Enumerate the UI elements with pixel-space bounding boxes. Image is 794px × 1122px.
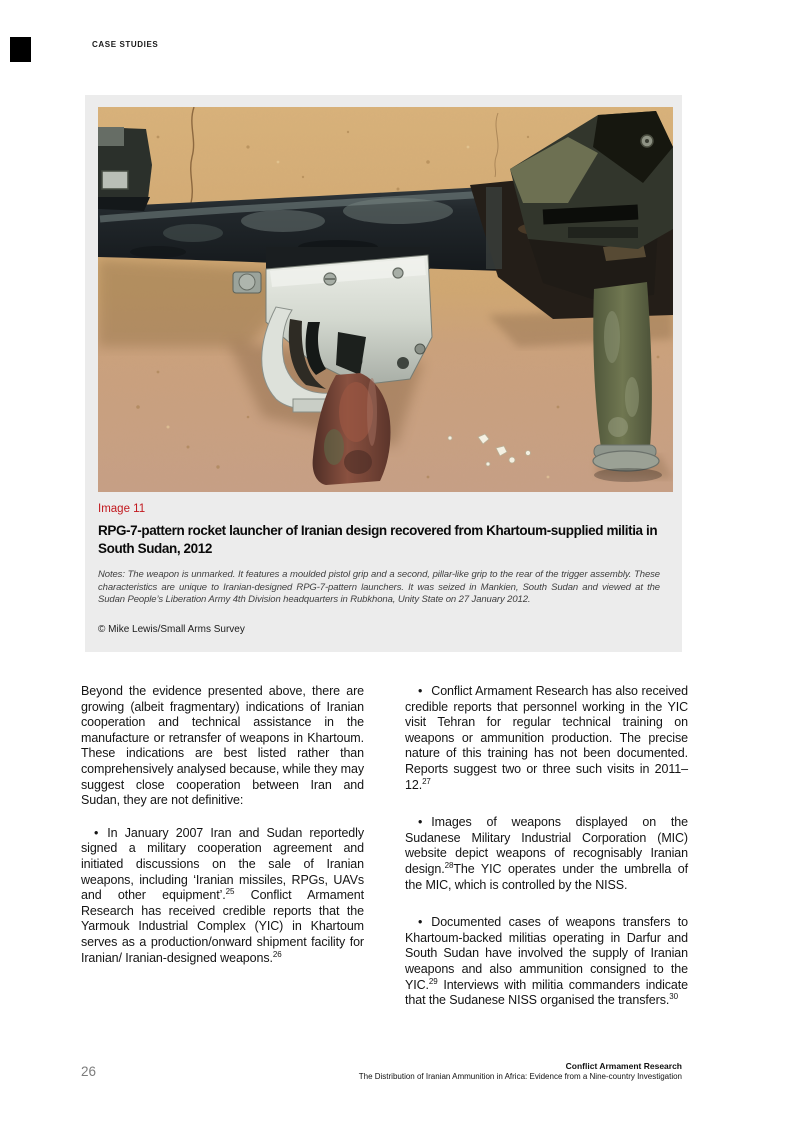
bullet-marker: • <box>418 915 423 930</box>
bullet-item-3 <box>405 815 688 893</box>
footnote-ref-27: 27 <box>422 776 431 786</box>
bullet-3-text-2: The YIC operates under the umbrella of the MIC, which is controlled by the NISS. <box>405 861 688 892</box>
footnote-ref-30: 30 <box>669 991 678 1001</box>
figure-caption <box>98 503 660 635</box>
intro-paragraph: Beyond the evidence presented above, there are growing (albeit fragmentary) indications of Iranian cooperation and technical assistance in the manufacture or retransfer of weapons in Khartoum. These indications are best listed rather than comprehensively analysed because, while they may suggest close cooperation between Iran and Sudan, they are not definitive: <box>81 684 364 808</box>
footnote-ref-28: 28 <box>444 860 454 870</box>
footnote-ref-29: 29 <box>428 976 438 986</box>
figure-label: Image 11 <box>98 503 146 515</box>
footer-report-title: The Distribution of Iranian Ammunition in Africa: Evidence from a Nine-country Investigation <box>358 1071 682 1081</box>
figure-credit: © Mike Lewis/Small Arms Survey <box>98 623 245 635</box>
bullet-3-text: Images of weapons displayed on the Sudanese Military Industrial Corporation (MIC) website depict weapons of recognisably Iranian design. <box>405 815 688 876</box>
column-right <box>405 684 688 1009</box>
bullet-item-1 <box>81 826 364 966</box>
bullet-1-text: In January 2007 Iran and Sudan reportedly signed a military cooperation agreement and initiated discussions on the sale of Iranian weapons, including ‘Iranian missiles, RPGs, UAVs and other equipment’. <box>81 825 364 903</box>
bullet-2-text: Conflict Armament Research has also received credible reports that personnel working in the YIC visit Tehran for regular technical training on weapons or ammunition production. The precise nature of this training has not been documented. Reports suggest two or three such visits in 2011–12. <box>405 684 688 792</box>
footer <box>359 1062 682 1081</box>
bullet-item-4 <box>405 915 688 1009</box>
figure-block <box>85 95 682 652</box>
footer-brand: Conflict Armament Research <box>565 1061 682 1071</box>
figure-photo <box>98 107 673 492</box>
bullet-marker: • <box>418 684 423 698</box>
bullet-4-text-2: Interviews with militia commanders indicate that the Sudanese NISS organised the transfers. <box>405 977 688 1008</box>
figure-notes: Notes: The weapon is unmarked. It features a moulded pistol grip and a second, pillar-like grip to the rear of the trigger assembly. These characteristics are unique to Iranian-designed RPG-7-pattern launchers. It was seized in Mankien, South Sudan and viewed at the Sudan People’s Liberation Army 4th Division headquarters in Rubkhona, Unity State on 27 January 2012. <box>98 569 660 606</box>
bullet-item-2 <box>405 684 688 793</box>
bullet-marker: • <box>418 815 423 830</box>
bullet-4-text: Documented cases of weapons transfers to Khartoum-backed militias operating in Darfur and South Sudan have involved the supply of Iranian weapons and also ammunition consigned to the YIC. <box>405 915 688 992</box>
bullet-1-text-2: Conflict Armament Research has received credible reports that the Yarmouk Industrial Complex (YIC) in Khartoum serves as a production/onward shipment facility for Iranian/ Iranian-designed weapons. <box>81 888 364 965</box>
chapter-tab <box>10 37 31 62</box>
column-left <box>81 684 364 1009</box>
page-number: 26 <box>81 1064 97 1079</box>
body-columns <box>81 684 688 1009</box>
footnote-ref-26: 26 <box>272 949 282 959</box>
bullet-marker: • <box>94 825 99 840</box>
footnote-ref-25: 25 <box>225 886 235 896</box>
kicker-label: CASE STUDIES <box>92 40 159 49</box>
photo-left-sight <box>98 127 152 211</box>
figure-title: RPG-7-pattern rocket launcher of Iranian design recovered from Khartoum-supplied militia in South Sudan, 2012 <box>98 523 658 556</box>
